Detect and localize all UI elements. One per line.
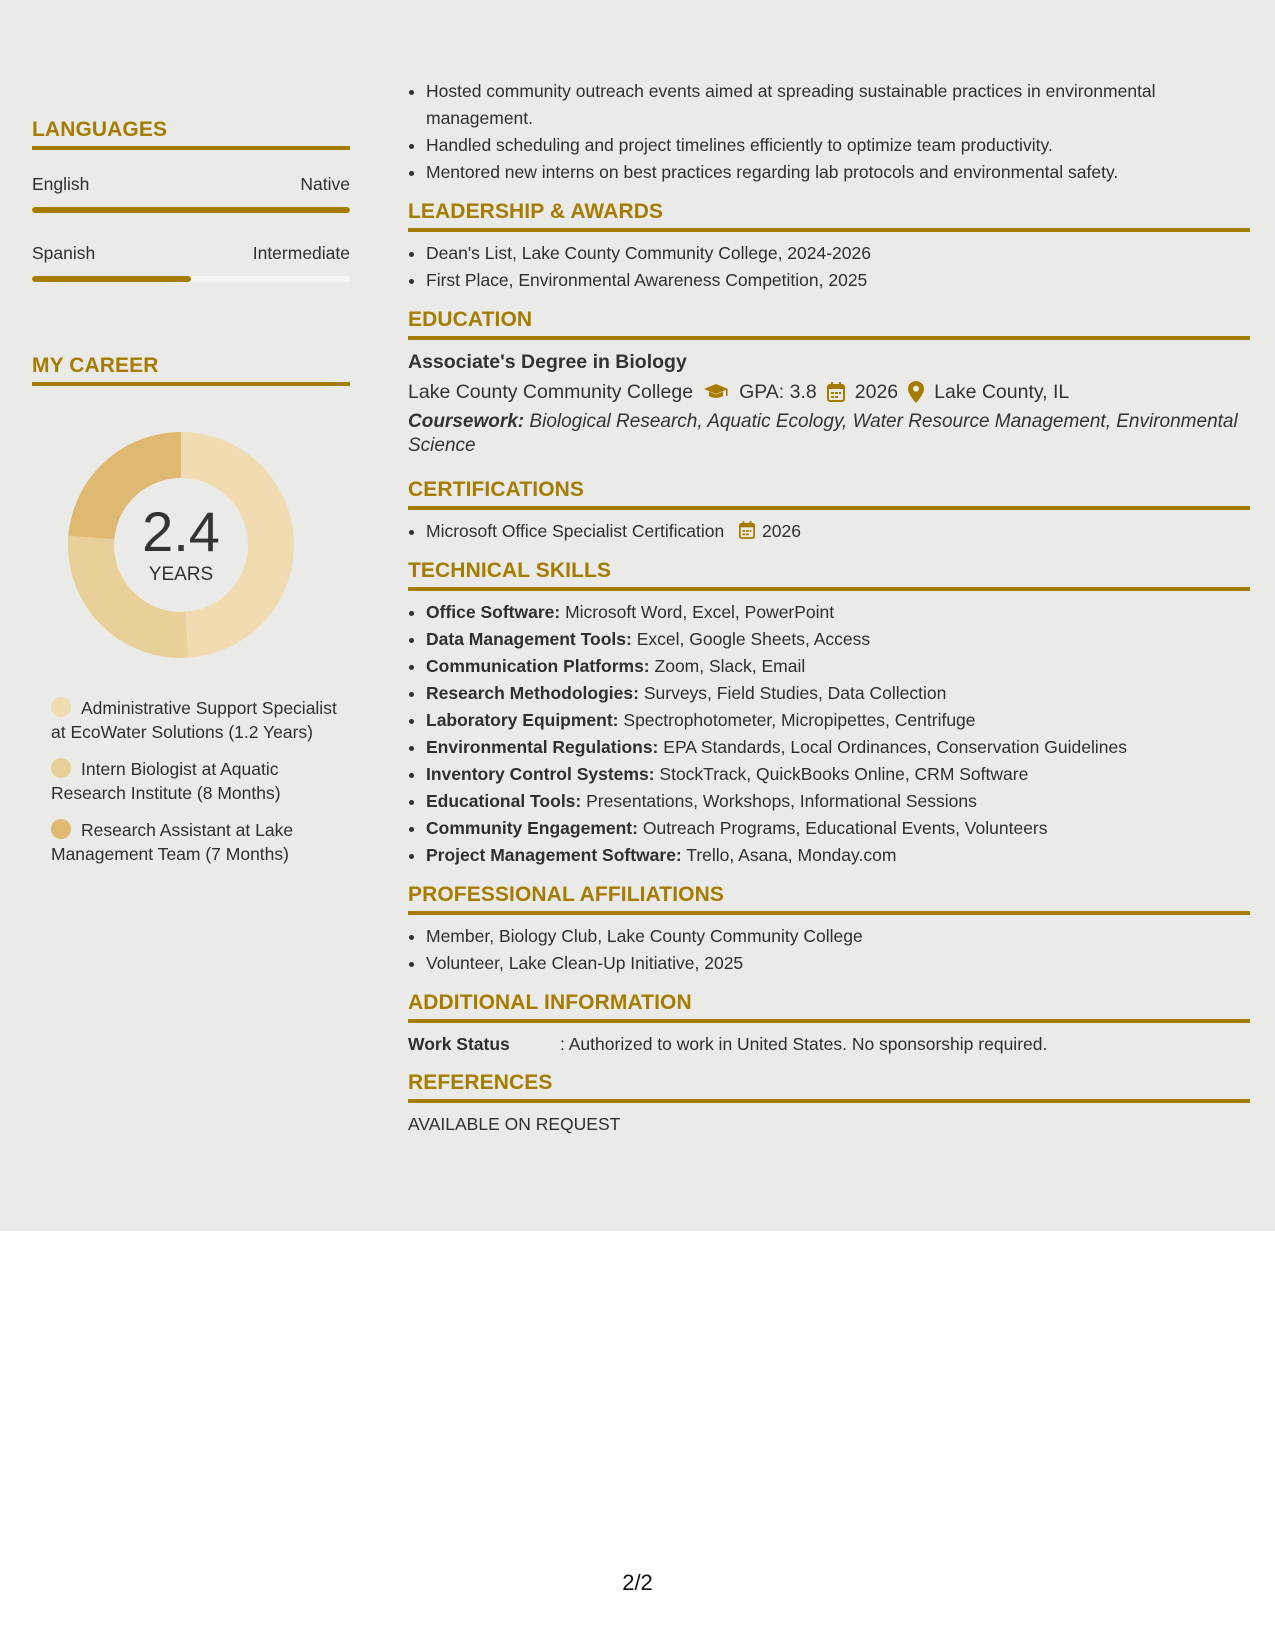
- degree-title: Associate's Degree in Biology: [408, 351, 687, 373]
- certification-name: Microsoft Office Specialist Certification: [426, 521, 725, 541]
- right-column: [408, 78, 1250, 1137]
- list-item: • Member, Biology Club, Lake County Community College: [426, 923, 1250, 950]
- graduation-year: 2026: [854, 381, 899, 403]
- list-item: • Office Software: Microsoft Word, Excel, PowerPoint: [426, 599, 1250, 626]
- language-bar-fill: [32, 207, 350, 213]
- career-donut: [66, 430, 296, 660]
- list-item: • Inventory Control Systems: StockTrack, QuickBooks Online, CRM Software: [426, 761, 1250, 788]
- career-title: MY CAREER: [32, 354, 350, 386]
- list-item: • Dean's List, Lake County Community College, 2024-2026: [426, 240, 1250, 267]
- work-status: [408, 1031, 1250, 1057]
- work-status-value: : Authorized to work in United States. No sponsorship required.: [560, 1034, 1048, 1054]
- additional-section: [408, 991, 1250, 1057]
- legend-dot: [51, 697, 71, 717]
- experience-bullets: [408, 78, 1250, 186]
- additional-title: ADDITIONAL INFORMATION: [408, 991, 1250, 1023]
- list-item: • Data Management Tools: Excel, Google Sheets, Access: [426, 626, 1250, 653]
- calendar-icon: [739, 521, 755, 539]
- career-total: 2.4: [142, 500, 220, 563]
- references-title: REFERENCES: [408, 1071, 1250, 1103]
- skills-title: TECHNICAL SKILLS: [408, 559, 1250, 591]
- list-item: • Community Engagement: Outreach Programs, Educational Events, Volunteers: [426, 815, 1250, 842]
- left-column: [32, 118, 350, 879]
- list-item: • Handled scheduling and project timelines efficiently to optimize team productivity.: [426, 132, 1250, 159]
- list-item: • Hosted community outreach events aimed at spreading sustainable practices in environmental management.: [426, 78, 1250, 132]
- list-item: • Project Management Software: Trello, Asana, Monday.com: [426, 842, 1250, 869]
- certifications-title: CERTIFICATIONS: [408, 478, 1250, 510]
- certifications-section: [408, 478, 1250, 545]
- list-item: • Research Methodologies: Surveys, Field Studies, Data Collection: [426, 680, 1250, 707]
- language-bar: [32, 276, 350, 282]
- language-level: Intermediate: [252, 243, 350, 263]
- skills-list: [408, 599, 1250, 869]
- map-pin-icon: [908, 381, 924, 403]
- list-item: • First Place, Environmental Awareness Competition, 2025: [426, 267, 1250, 294]
- list-item: • Mentored new interns on best practices regarding lab protocols and environmental safety.: [426, 159, 1250, 186]
- calendar-icon: [827, 382, 845, 402]
- list-item: • Educational Tools: Presentations, Workshops, Informational Sessions: [426, 788, 1250, 815]
- leadership-title: LEADERSHIP & AWARDS: [408, 200, 1250, 232]
- language-item: [32, 243, 350, 282]
- school-location: Lake County, IL: [934, 381, 1070, 403]
- gpa: GPA: 3.8: [739, 381, 817, 403]
- education-section: [408, 308, 1250, 458]
- affiliations-section: [408, 883, 1250, 977]
- career-legend: [51, 696, 341, 866]
- list-item: • Environmental Regulations: EPA Standards, Local Ordinances, Conservation Guidelines: [426, 734, 1250, 761]
- references-text: AVAILABLE ON REQUEST: [408, 1114, 621, 1134]
- language-bar: [32, 207, 350, 213]
- list-item: [426, 518, 1250, 545]
- education-title: EDUCATION: [408, 308, 1250, 340]
- languages-title: LANGUAGES: [32, 118, 350, 150]
- language-name: English: [32, 174, 90, 194]
- list-item: • Laboratory Equipment: Spectrophotometer, Micropipettes, Centrifuge: [426, 707, 1250, 734]
- school-name: Lake County Community College: [408, 381, 694, 403]
- language-name: Spanish: [32, 243, 96, 263]
- coursework-label: Coursework:: [408, 411, 525, 432]
- language-bar-fill: [32, 276, 191, 282]
- language-item: [32, 174, 350, 213]
- certification-year: 2026: [762, 521, 801, 541]
- list-item: • Volunteer, Lake Clean-Up Initiative, 2025: [426, 950, 1250, 977]
- career-unit: YEARS: [148, 564, 214, 585]
- legend-dot: [51, 819, 71, 839]
- coursework-list: Biological Research, Aquatic Ecology, Water Resource Management, Environmental Science: [408, 411, 1238, 456]
- legend-dot: [51, 758, 71, 778]
- language-level: Native: [300, 174, 350, 194]
- coursework: [408, 410, 1250, 458]
- career-legend-item: Intern Biologist at Aquatic Research Institute (8 Months): [51, 759, 281, 803]
- references-section: [408, 1071, 1250, 1137]
- skills-section: [408, 559, 1250, 869]
- affiliations-title: PROFESSIONAL AFFILIATIONS: [408, 883, 1250, 915]
- degree-details: [408, 376, 1250, 408]
- graduation-cap-icon: [703, 383, 729, 401]
- career-legend-item: Research Assistant at Lake Management Team (7 Months): [51, 820, 294, 864]
- work-status-label: Work Status: [408, 1034, 510, 1054]
- leadership-section: [408, 200, 1250, 294]
- page-number: 2/2: [622, 1570, 653, 1595]
- list-item: • Communication Platforms: Zoom, Slack, Email: [426, 653, 1250, 680]
- career-legend-item: Administrative Support Specialist at EcoWater Solutions (1.2 Years): [51, 698, 337, 742]
